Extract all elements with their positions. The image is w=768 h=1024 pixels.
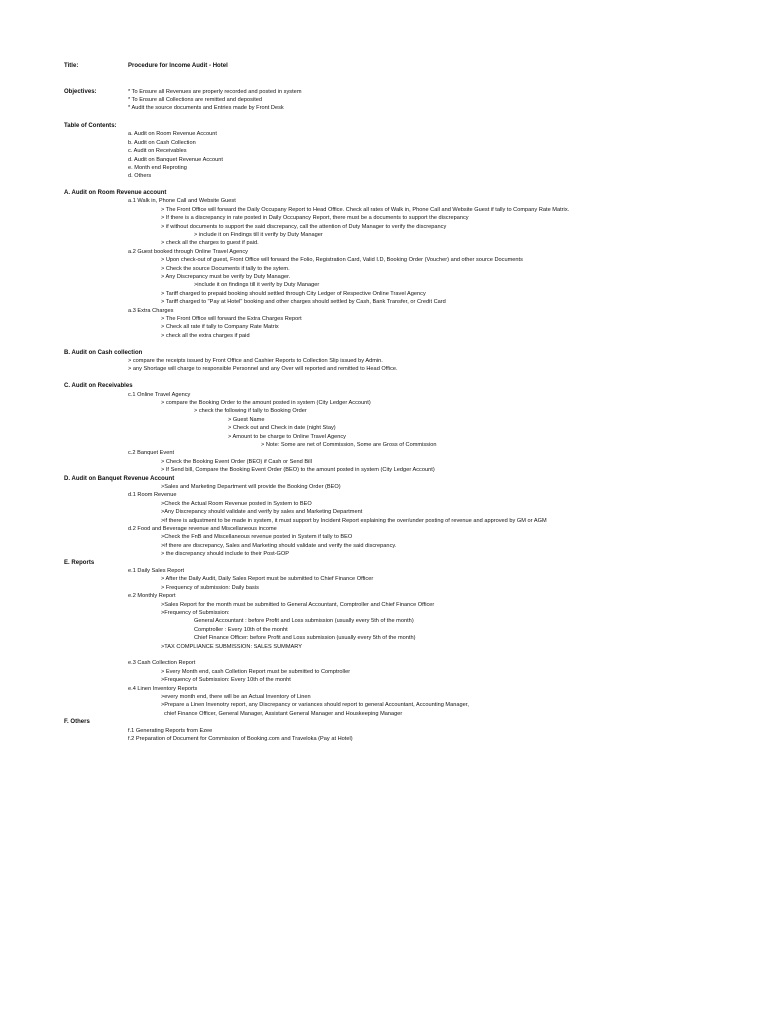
procedure-line: > Check out and Check in date (night Stay) — [228, 425, 336, 431]
procedure-line: > If there is a discrepancy in rate posted in Daily Occupancy Report, there must be a documents to support the discrepancy — [161, 215, 469, 221]
procedure-line: > the discrepancy should include to their Post-GOP — [161, 551, 290, 557]
subsection-label: c.1 Online Travel Agency — [128, 392, 191, 398]
procedure-line: >Check the FnB and Miscellaneous revenue posted in System if tally to BEO — [161, 534, 353, 540]
procedure-line: >include it on findings till it verify by Duty Manager — [194, 282, 320, 288]
document-title: Procedure for Income Audit - Hotel — [128, 63, 228, 69]
subsection-label: a.3 Extra Charges — [128, 308, 174, 314]
procedure-line: > Frequency of submission: Daily basis — [161, 585, 259, 591]
subsection-label: c.2 Banquet Event — [128, 450, 175, 456]
procedure-line: >Frequency of Submission: Every 10th of the monht — [161, 677, 291, 683]
subsection-label: a.1 Walk in, Phone Call and Website Guest — [128, 198, 236, 204]
procedure-line: > Check all rate if tally to Company Rate Matrix — [161, 324, 279, 330]
objectives-label: Objectives: — [64, 89, 97, 95]
procedure-line: > include it on Findings till it verify by Duty Manager — [194, 232, 323, 238]
procedure-line: >Sales Report for the month must be submitted to General Accountant, Comptroller and Chief Finance Officer — [161, 602, 435, 608]
subsection-label: a.2 Guest booked through Online Travel Agency — [128, 249, 248, 255]
subsection-label: e.1 Daily Sales Report — [128, 568, 185, 574]
procedure-line: >Prepare a Linen Invenotry report, any Discrepancy or variances should report to general Accountant, Accounting Manager, — [161, 702, 469, 708]
procedure-line: > compare the receipts issued by Front Office and Cashier Reports to Collection Slip issued by Admin. — [128, 358, 383, 364]
objective-item: * Audit the source documents and Entries made by Front Desk — [128, 105, 284, 111]
procedure-line: > Amount to be charge to Online Travel Agency — [228, 434, 346, 440]
procedure-line: > Upon check-out of guest, Front Office will forward the Folio, Registration Card, Valid I.D, Booking Order (Voucher) and other source Documents — [161, 257, 523, 263]
section-c-heading: C. Audit on Receivables — [64, 383, 133, 389]
procedure-line: > Tariff charged to "Pay at Hotel" booking and other charges should settled by Cash, Bank Transfer, or Credit Card — [161, 299, 446, 305]
procedure-line: General Accountant : before Profit and Loss submission (usually every 5th of the month) — [194, 618, 414, 624]
subsection-label: e.3 Cash Collection Report — [128, 660, 196, 666]
procedure-line: > Note: Some are net of Commission, Some are Gross of Commission — [261, 442, 437, 448]
procedure-line: > check the following if tally to Booking Order — [194, 408, 307, 414]
procedure-line: f.1 Generating Reports from Ezee — [128, 728, 213, 734]
procedure-line: > compare the Booking Order to the amount posted in system (City Ledger Account) — [161, 400, 371, 406]
toc-item: c. Audit on Receivables — [128, 148, 187, 154]
procedure-line: >TAX COMPLIANCE SUBMISSION: SALES SUMMARY — [161, 644, 302, 650]
procedure-line: > Check the Booking Event Order (BEO) if Cash or Send Bill — [161, 459, 312, 465]
procedure-line: chief Finance Officer, General Manager, Assistant General Manager and Houskeeping Manager — [164, 711, 403, 717]
section-a-heading: A. Audit on Room Revenue account — [64, 190, 167, 196]
procedure-line: Chief Finance Officer: before Profit and Loss submission (usually every 5th of the month) — [194, 635, 416, 641]
subsection-label: e.2 Monthly Report — [128, 593, 176, 599]
procedure-line: > The Front Office will forward the Daily Occupany Report to Head Office. Check all rates of Walk in, Phone Call and Website Guest if tally to Company Rate Matrix. — [161, 207, 570, 213]
procedure-line: >if there are discrepancy, Sales and Marketing should validate and verify the said discrepancy. — [161, 543, 397, 549]
procedure-line: > check all the charges to guest if paid. — [161, 240, 259, 246]
procedure-line: >Any Discrepancy should validate and verify by sales and Marketing Department — [161, 509, 363, 515]
title-label: Title: — [64, 63, 79, 69]
procedure-line: >every month end, there will be an Actual Inventory of Linen — [161, 694, 311, 700]
toc-item: e. Month end Reproting — [128, 165, 187, 171]
procedure-line: >Frequency of Submission: — [161, 610, 230, 616]
toc-label: Table of Contents: — [64, 123, 117, 129]
section-f-heading: F. Others — [64, 719, 90, 725]
procedure-line: > check all the extra charges if paid — [161, 333, 250, 339]
procedure-line: > Check the source Documents if tally to the sytem. — [161, 266, 290, 272]
procedure-line: > if without documents to support the said discrepancy, call the attention of Duty Manager to verify the discrepancy — [161, 224, 447, 230]
toc-item: d. Audit on Banquet Revenue Account — [128, 157, 223, 163]
procedure-line: > Guest Name — [228, 417, 265, 423]
procedure-line: > After the Daily Audit, Daily Sales Report must be submitted to Chief Finance Officer — [161, 576, 374, 582]
objective-item: * To Ensure all Revenues are properly recorded and posted in system — [128, 89, 302, 95]
section-e-heading: E. Reports — [64, 560, 95, 566]
toc-item: b. Audit on Cash Collection — [128, 140, 196, 146]
procedure-line: >Sales and Marketing Department will provide the Booking Order (BEO) — [161, 484, 341, 490]
procedure-line: > Tariff charged to prepaid booking should settled through City Ledger of Respective Online Travel Agency — [161, 291, 426, 297]
procedure-line: Comptroller : Every 10th of the monht — [194, 627, 288, 633]
section-d-heading: D. Audit on Banquet Revenue Account — [64, 476, 175, 482]
toc-item: d. Others — [128, 173, 152, 179]
section-b-heading: B. Audit on Cash collection — [64, 350, 143, 356]
procedure-line: > The Front Office will forward the Extra Charges Report — [161, 316, 302, 322]
subsection-label: d.1 Room Revenue — [128, 492, 177, 498]
procedure-line: > Every Month end, cash Colletion Report must be submitted to Comptroller — [161, 669, 351, 675]
procedure-line: > If Send bill, Compare the Booking Event Order (BEO) to the amount posted in system (City Ledger Account) — [161, 467, 435, 473]
procedure-line: > Any Discrepancy must be verify by Duty Manager. — [161, 274, 291, 280]
subsection-label: e.4 Linen Inventory Reports — [128, 686, 198, 692]
procedure-line: >if there is adjustment to be made in system, it must support by Incident Report explaining the over/under posting of revenue and approved by GM or AGM — [161, 518, 547, 524]
procedure-line: >Check the Actual Room Revenue posted in System to BEO — [161, 501, 312, 507]
procedure-line: f.2 Preparation of Document for Commission of Booking.com and Traveloka (Pay at Hotel) — [128, 736, 353, 742]
procedure-line: > any Shortage will charge to responsible Personnel and any Over will reported and remitted to Head Office. — [128, 366, 398, 372]
objective-item: * To Ensure all Collections are remitted and deposited — [128, 97, 263, 103]
toc-item: a. Audit on Room Revenue Account — [128, 131, 217, 137]
subsection-label: d.2 Food and Beverage revenue and Miscellaneous income — [128, 526, 277, 532]
